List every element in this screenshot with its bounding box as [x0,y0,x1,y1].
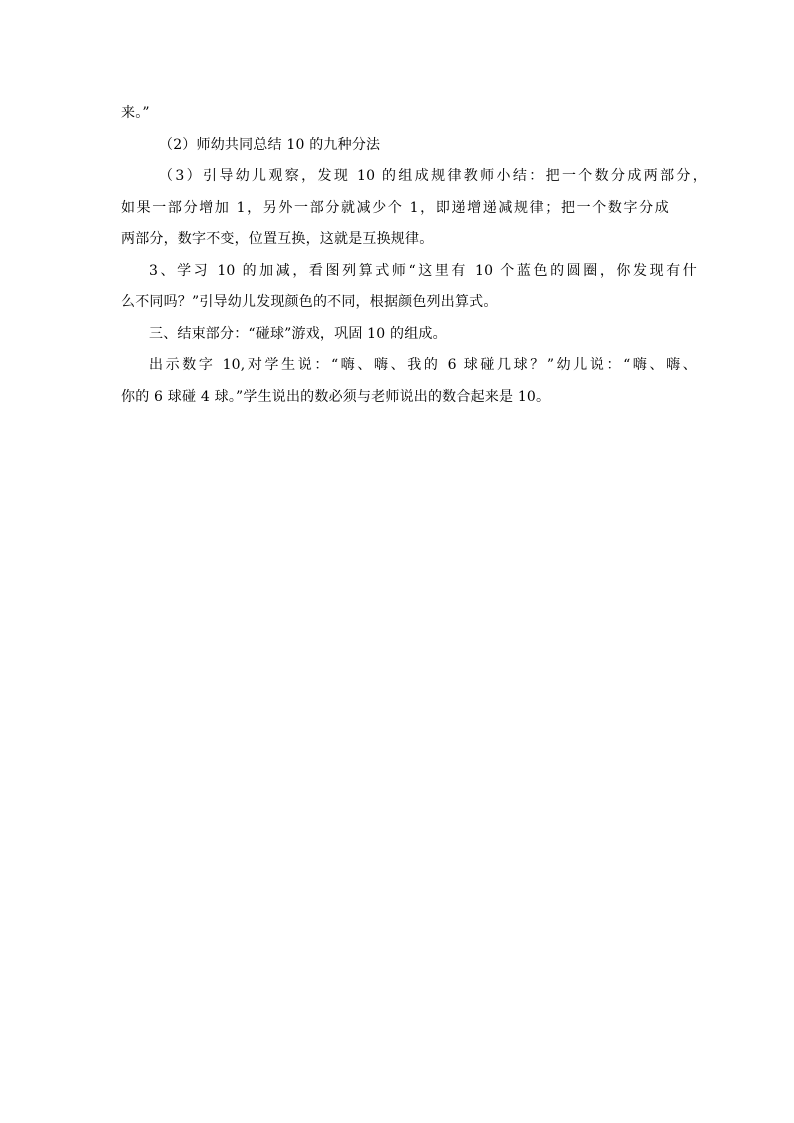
text-line: 出示数字 10,对学生说：“嗨、嗨、我的 6 球碰几球？”幼儿说：“嗨、嗨、 [149,357,697,373]
document-body [121,98,707,413]
text-line: 3、学习 10 的加减，看图列算式师“这里有 10 个蓝色的圆圈，你发现有什 [149,262,697,279]
text-line: 来。” [121,105,150,121]
text-line: 三、结束部分：“碰球”游戏，巩固 10 的组成。 [149,325,447,342]
text-line: 么不同吗？”引导幼儿发现颜色的不同，根据颜色列出算式。 [121,294,498,310]
text-line: 两部分，数字不变，位置互换，这就是互换规律。 [121,231,434,247]
text-line: 你的 6 球碰 4 球。”学生说出的数必须与老师说出的数合起来是 10。 [121,388,551,405]
text-line: （3）引导幼儿观察，发现 10 的组成规律教师小结：把一个数分成两部分， [159,168,707,184]
text-line: 如果一部分增加 1，另外一部分就减少个 1，即递增递减规律；把一个数字分成 [121,199,669,216]
text-line: （2）师幼共同总结 10 的九种分法 [159,136,381,153]
